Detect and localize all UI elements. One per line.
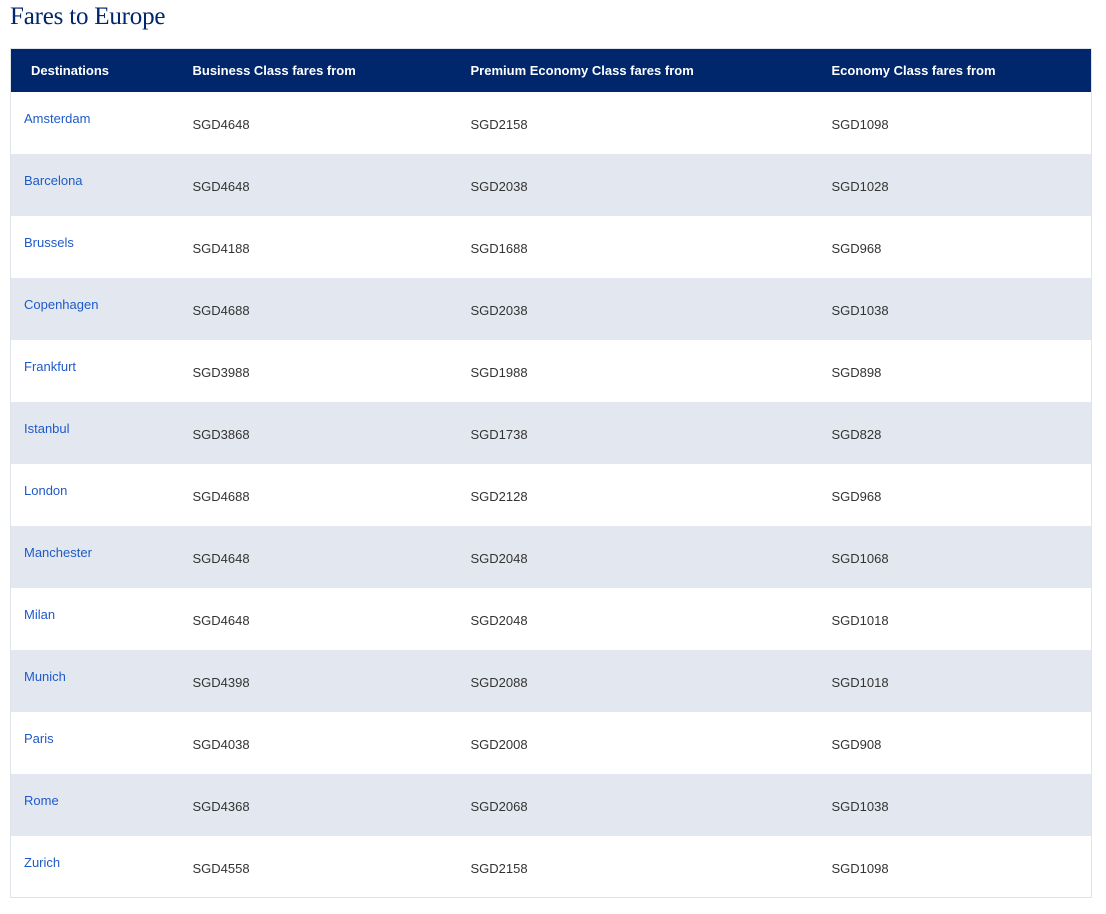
premium-economy-fare-cell: SGD2038: [470, 302, 528, 318]
table-row: [11, 712, 1092, 774]
destination-link[interactable]: Rome: [24, 792, 59, 808]
economy-fare-cell: SGD1018: [831, 612, 889, 628]
destination-link[interactable]: Barcelona: [24, 172, 83, 188]
table-row: [11, 650, 1092, 712]
economy-fare-cell: SGD898: [831, 364, 882, 380]
business-fare-cell: SGD4648: [192, 116, 250, 132]
economy-fare-cell: SGD968: [831, 240, 882, 256]
business-fare-cell: SGD4398: [192, 674, 250, 690]
destination-link[interactable]: Frankfurt: [24, 358, 77, 374]
destination-link[interactable]: Copenhagen: [24, 296, 99, 312]
column-header-economy: Economy Class fares from: [831, 62, 996, 78]
business-fare-cell: SGD3868: [192, 426, 250, 442]
destination-cell: [11, 588, 180, 650]
premium-economy-fare-cell: SGD2128: [470, 488, 528, 504]
business-fare-cell: SGD4558: [192, 860, 250, 876]
destination-cell: [11, 650, 180, 712]
economy-fare-cell: SGD1018: [831, 674, 889, 690]
table-row: [11, 278, 1092, 340]
table-row: [11, 588, 1092, 650]
economy-fare-cell: SGD1098: [831, 860, 889, 876]
fares-table: [10, 48, 1092, 898]
business-fare-cell: SGD3988: [192, 364, 250, 380]
destination-link[interactable]: London: [24, 482, 68, 498]
destination-cell: [11, 464, 180, 526]
destination-cell: [11, 774, 180, 836]
business-fare-cell: SGD4188: [192, 240, 250, 256]
economy-fare-cell: SGD1038: [831, 798, 889, 814]
destination-link[interactable]: Manchester: [24, 544, 92, 560]
premium-economy-fare-cell: SGD2048: [470, 612, 528, 628]
destination-cell: [11, 154, 180, 216]
table-row: [11, 92, 1092, 154]
destination-link[interactable]: Brussels: [24, 234, 74, 250]
table-row: [11, 526, 1092, 588]
page-title: Fares to Europe: [10, 3, 166, 30]
premium-economy-fare-cell: SGD2158: [470, 116, 528, 132]
column-header-destinations: Destinations: [31, 62, 110, 78]
premium-economy-fare-cell: SGD1738: [470, 426, 528, 442]
business-fare-cell: SGD4688: [192, 302, 250, 318]
destination-cell: [11, 340, 180, 402]
destination-link[interactable]: Munich: [24, 668, 66, 684]
destination-cell: [11, 712, 180, 774]
table-row: [11, 402, 1092, 464]
destination-link[interactable]: Milan: [24, 606, 56, 622]
destination-link[interactable]: Paris: [24, 730, 54, 746]
economy-fare-cell: SGD1038: [831, 302, 889, 318]
premium-economy-fare-cell: SGD2088: [470, 674, 528, 690]
economy-fare-cell: SGD968: [831, 488, 882, 504]
economy-fare-cell: SGD1028: [831, 178, 889, 194]
economy-fare-cell: SGD828: [831, 426, 882, 442]
destination-cell: [11, 526, 180, 588]
destination-cell: [11, 836, 180, 898]
business-fare-cell: SGD4038: [192, 736, 250, 752]
destination-link[interactable]: Zurich: [24, 854, 61, 870]
business-fare-cell: SGD4688: [192, 488, 250, 504]
table-row: [11, 774, 1092, 836]
table-header-row: [11, 49, 1092, 92]
premium-economy-fare-cell: SGD2048: [470, 550, 528, 566]
destination-cell: [11, 278, 180, 340]
premium-economy-fare-cell: SGD2158: [470, 860, 528, 876]
economy-fare-cell: SGD908: [831, 736, 882, 752]
column-header-premium-economy: Premium Economy Class fares from: [470, 62, 694, 78]
premium-economy-fare-cell: SGD1988: [470, 364, 528, 380]
destination-link[interactable]: Amsterdam: [24, 110, 91, 126]
table-row: [11, 216, 1092, 278]
premium-economy-fare-cell: SGD2068: [470, 798, 528, 814]
destination-cell: [11, 92, 180, 154]
table-row: [11, 464, 1092, 526]
business-fare-cell: SGD4648: [192, 550, 250, 566]
premium-economy-fare-cell: SGD2008: [470, 736, 528, 752]
business-fare-cell: SGD4368: [192, 798, 250, 814]
column-header-business: Business Class fares from: [192, 62, 356, 78]
table-row: [11, 340, 1092, 402]
premium-economy-fare-cell: SGD2038: [470, 178, 528, 194]
table-row: [11, 154, 1092, 216]
business-fare-cell: SGD4648: [192, 178, 250, 194]
business-fare-cell: SGD4648: [192, 612, 250, 628]
destination-cell: [11, 402, 180, 464]
economy-fare-cell: SGD1098: [831, 116, 889, 132]
table-row: [11, 836, 1092, 898]
premium-economy-fare-cell: SGD1688: [470, 240, 528, 256]
destination-link[interactable]: Istanbul: [24, 420, 70, 436]
economy-fare-cell: SGD1068: [831, 550, 889, 566]
destination-cell: [11, 216, 180, 278]
